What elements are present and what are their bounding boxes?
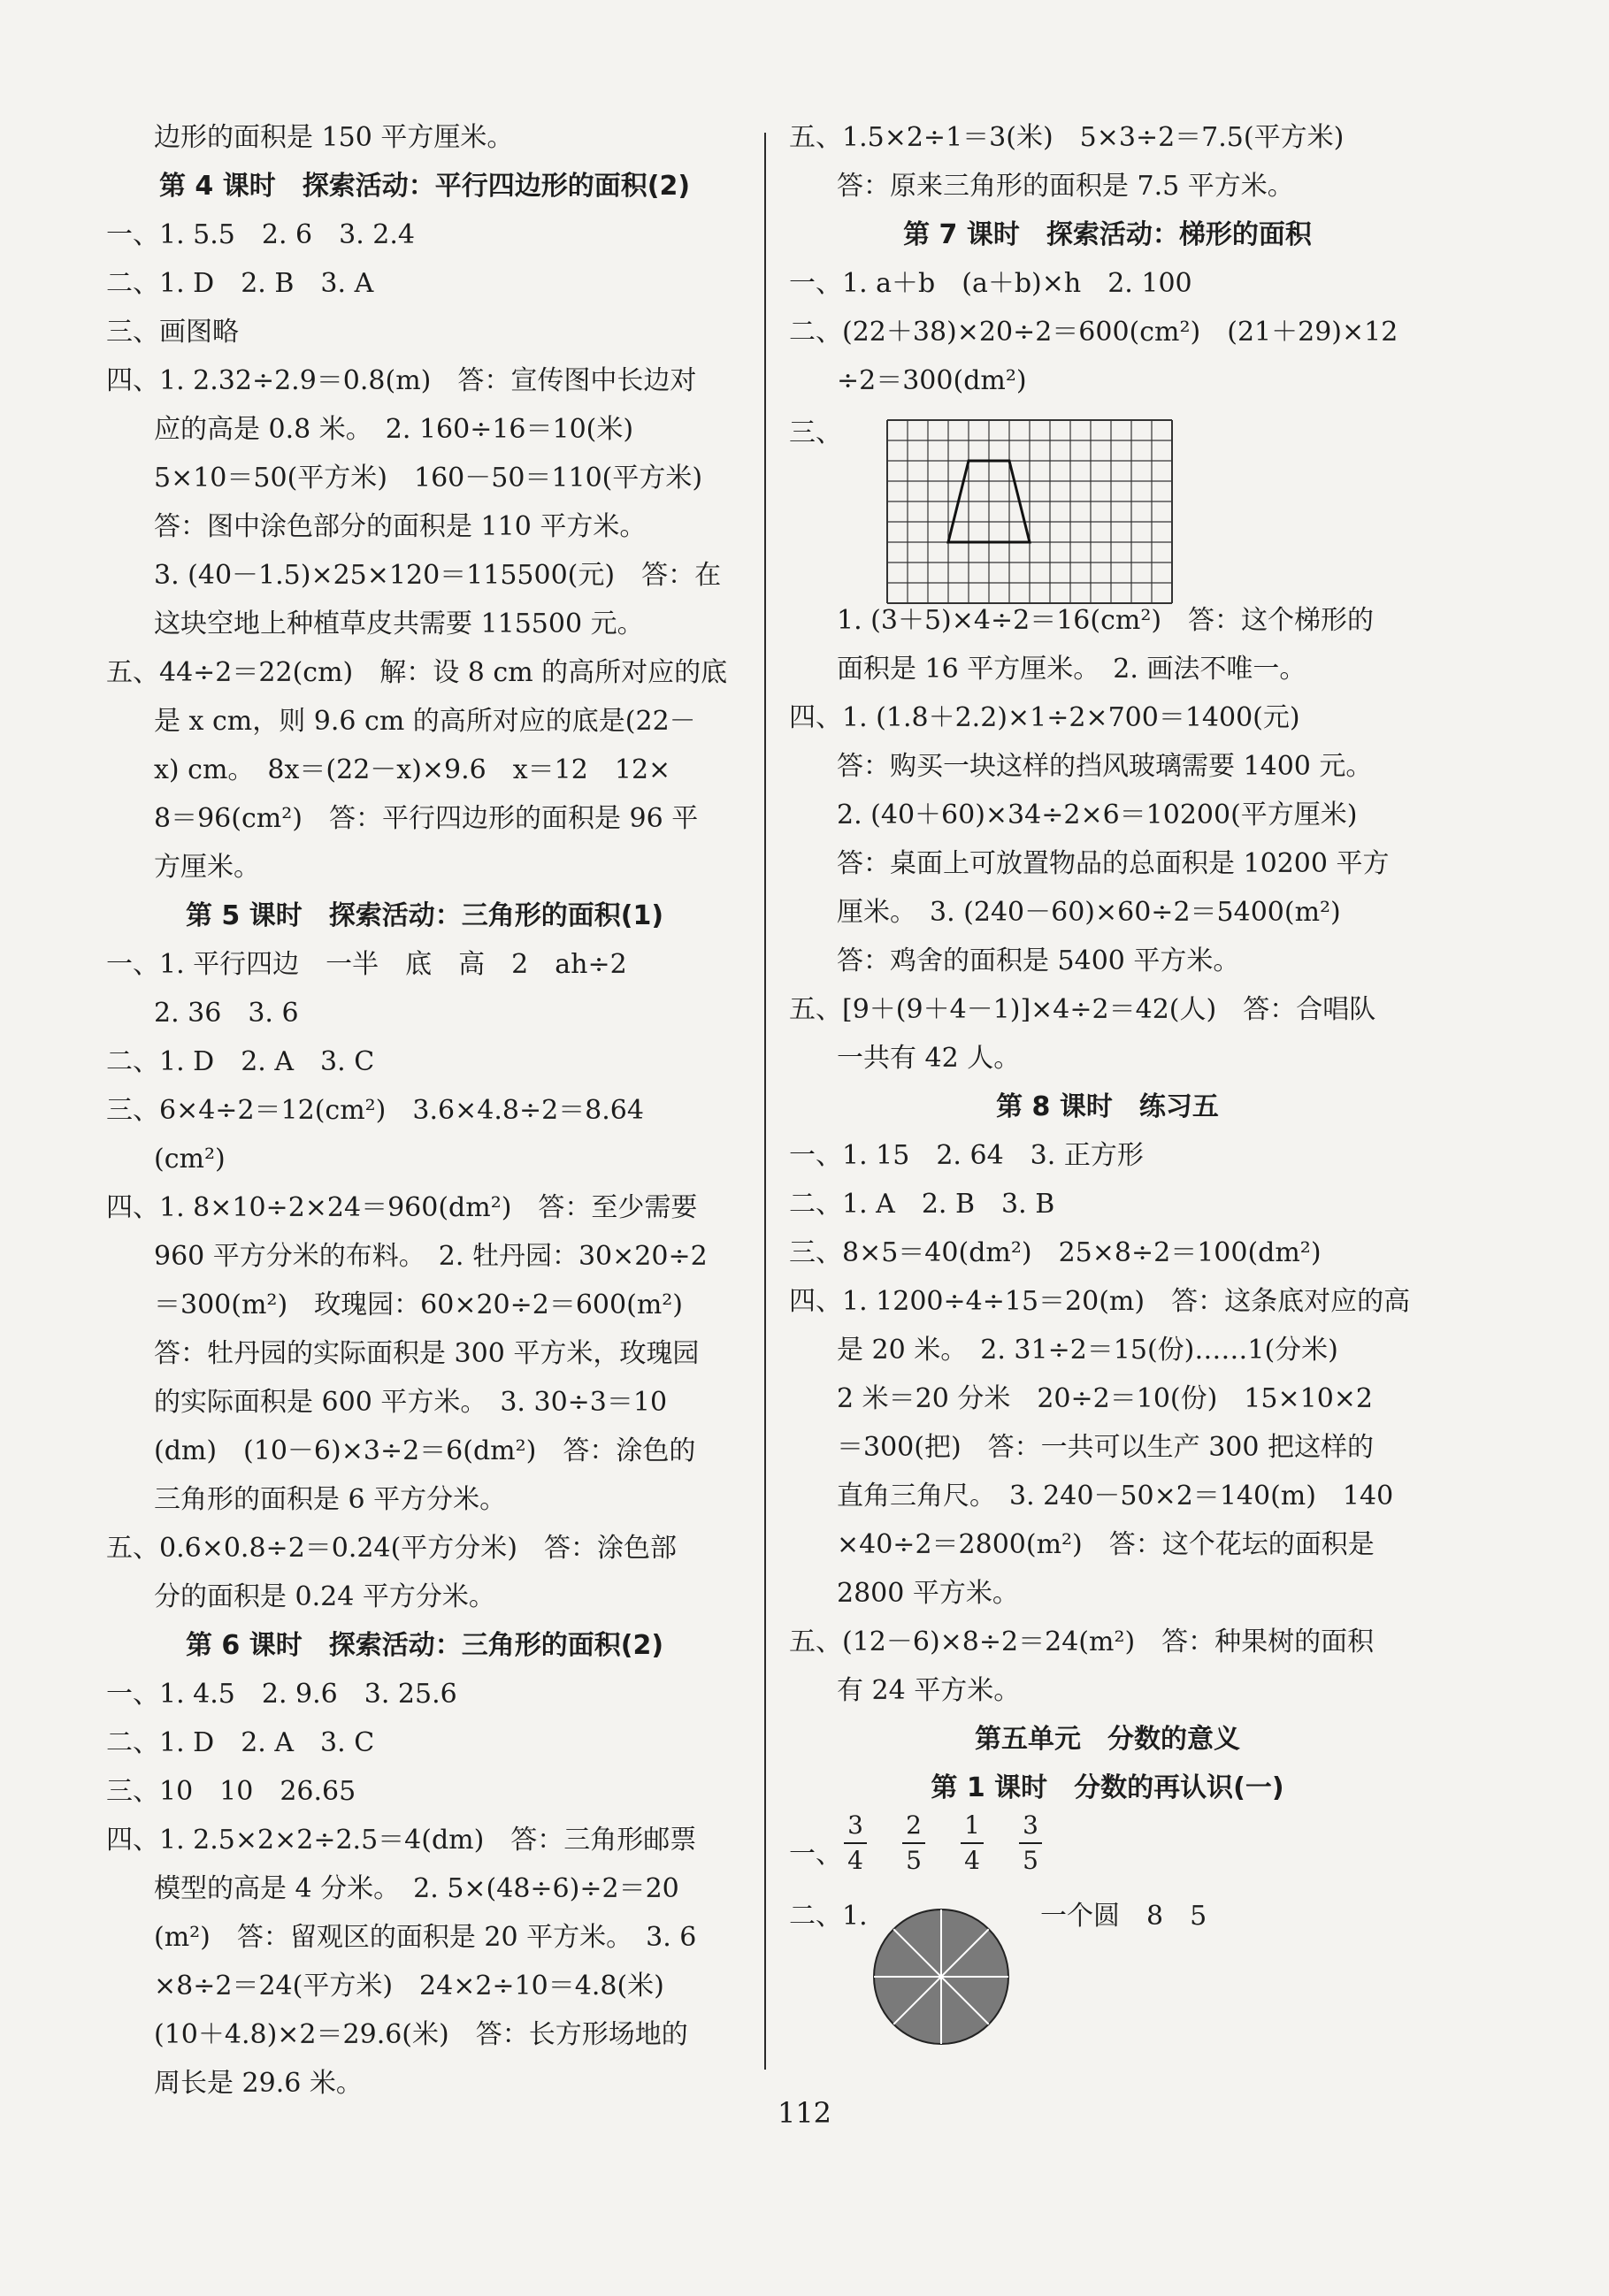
answer-line: 二、1. D 2. B 3. A — [106, 268, 374, 299]
answer-line: 分的面积是 0.24 平方分米。 — [154, 1581, 495, 1612]
circle-answer — [789, 1883, 1426, 2060]
answer-line: 二、1. A 2. B 3. B — [789, 1189, 1055, 1220]
answer-line: 五、0.6×0.8÷2＝0.24(平方分米) 答：涂色部 — [106, 1533, 677, 1564]
denominator: 4 — [847, 1846, 863, 1875]
answer-line: (cm²) — [154, 1144, 226, 1175]
answer-line: 3. (40－1.5)×25×120＝115500(元) 答：在 — [154, 560, 722, 591]
question-label: 一、 — [789, 1839, 842, 1870]
answer-line: ×8÷2＝24(平方米) 24×2÷10＝4.8(米) — [154, 1971, 664, 2001]
section-heading: 第五单元 分数的意义 — [975, 1724, 1240, 1755]
answer-line: ＝300(把) 答：一共可以生产 300 把这样的 — [837, 1432, 1375, 1463]
answer-line: 二、(22＋38)×20÷2＝600(cm²) (21＋29)×12 — [789, 317, 1398, 348]
answer-line: 厘米。 3. (240－60)×60÷2＝5400(m²) — [837, 897, 1341, 928]
answer-line: ＝300(m²) 玫瑰园：60×20÷2＝600(m²) — [154, 1290, 683, 1320]
answer-line: 答：牡丹园的实际面积是 300 平方米，玫瑰园 — [154, 1338, 700, 1369]
answer-line: 答：桌面上可放置物品的总面积是 10200 平方 — [837, 848, 1390, 879]
section-heading: 第 1 课时 分数的再认识(一) — [931, 1772, 1284, 1803]
numerator: 3 — [847, 1810, 863, 1840]
answer-line: 五、1.5×2÷1＝3(米) 5×3÷2＝7.5(平方米) — [789, 122, 1345, 153]
answer-line: 三、8×5＝40(dm²) 25×8÷2＝100(dm²) — [789, 1237, 1322, 1268]
answer-line: 2 米＝20 分米 20÷2＝10(份) 15×10×2 — [837, 1383, 1374, 1414]
denominator: 4 — [964, 1846, 980, 1875]
answer-line: 5×10＝50(平方米) 160－50＝110(平方米) — [154, 463, 703, 494]
left-column — [106, 113, 743, 2108]
answer-line: 答：图中涂色部分的面积是 110 平方米。 — [154, 511, 647, 542]
answer-line: 面积是 16 平方厘米。 2. 画法不唯一。 — [837, 654, 1306, 685]
answer-line: ×40÷2＝2800(m²) 答：这个花坛的面积是 — [837, 1529, 1375, 1560]
answer-line: 方厘米。 — [154, 852, 260, 883]
answer-line: 一、1. 15 2. 64 3. 正方形 — [789, 1140, 1144, 1171]
answer-line: (dm) (10－6)×3÷2＝6(dm²) 答：涂色的 — [154, 1435, 696, 1466]
fraction-answers — [789, 1812, 1426, 1883]
answer-line: 一共有 42 人。 — [837, 1043, 1021, 1074]
answer-line: ÷2＝300(dm²) — [837, 365, 1027, 396]
section-heading: 第 6 课时 探索活动：三角形的面积(2) — [185, 1630, 664, 1661]
answer-line: (m²) 答：留观区的面积是 20 平方米。 3. 6 — [154, 1922, 697, 1953]
answer-line: 这块空地上种植草皮共需要 115500 元。 — [154, 608, 644, 639]
answer-line: 答：购买一块这样的挡风玻璃需要 1400 元。 — [837, 751, 1373, 782]
answer-line: 一、1. 4.5 2. 9.6 3. 25.6 — [106, 1679, 457, 1710]
answer-line: 960 平方分米的布料。 2. 牡丹园：30×20÷2 — [154, 1241, 708, 1272]
answer-line: 2. 36 3. 6 — [154, 998, 299, 1029]
section-heading: 第 5 课时 探索活动：三角形的面积(1) — [185, 900, 664, 931]
answer-line: 四、1. 2.5×2×2÷2.5＝4(dm) 答：三角形邮票 — [106, 1825, 697, 1856]
answer-line: 的实际面积是 600 平方米。 3. 30÷3＝10 — [154, 1387, 668, 1418]
answer-line: 一、1. 平行四边 一半 底 高 2 ah÷2 — [106, 949, 627, 980]
answer-line: 答：原来三角形的面积是 7.5 平方米。 — [837, 171, 1294, 202]
section-heading: 第 7 课时 探索活动：梯形的面积 — [903, 219, 1312, 250]
column-divider — [764, 133, 766, 2070]
section-heading: 第 8 课时 练习五 — [996, 1091, 1219, 1122]
grid-answer — [789, 405, 1426, 596]
answer-line: 五、[9＋(9＋4－1)]×4÷2＝42(人) 答：合唱队 — [789, 994, 1376, 1025]
answer-line: 四、1. 2.32÷2.9＝0.8(m) 答：宣传图中长边对 — [106, 365, 697, 396]
denominator: 5 — [906, 1846, 922, 1875]
fraction — [961, 1812, 984, 1874]
answer-line: (10＋4.8)×2＝29.6(米) 答：长方形场地的 — [154, 2019, 688, 2050]
fraction-bar — [844, 1842, 867, 1844]
answer-line: 四、1. (1.8＋2.2)×1÷2×700＝1400(元) — [789, 702, 1300, 733]
square-grid — [886, 419, 1173, 604]
answer-line: 一、1. a＋b (a＋b)×h 2. 100 — [789, 268, 1192, 299]
answer-line: 模型的高是 4 分米。 2. 5×(48÷6)÷2＝20 — [154, 1873, 679, 1904]
fraction — [844, 1812, 867, 1874]
fraction-bar — [961, 1842, 984, 1844]
question-label: 三、 — [789, 417, 842, 448]
answer-line: 四、1. 1200÷4÷15＝20(m) 答：这条底对应的高 — [789, 1286, 1411, 1317]
fraction — [902, 1812, 925, 1874]
answer-line: 直角三角尺。 3. 240－50×2＝140(m) 140 — [837, 1481, 1394, 1512]
answer-line: 三、画图略 — [106, 317, 239, 348]
answer-line: 是 x cm，则 9.6 cm 的高所对应的底是(22－ — [154, 706, 696, 737]
answer-line: 五、44÷2＝22(cm) 解：设 8 cm 的高所对应的底 — [106, 657, 728, 688]
answer-line: 2. (40＋60)×34÷2×6＝10200(平方厘米) — [837, 800, 1358, 830]
fraction-bar — [1019, 1842, 1042, 1844]
page-number: 112 — [777, 2096, 832, 2130]
answer-line: 三、10 10 26.65 — [106, 1776, 356, 1807]
answer-line: 五、(12－6)×8÷2＝24(m²) 答：种果树的面积 — [789, 1626, 1375, 1657]
answer-line: 边形的面积是 150 平方厘米。 — [154, 122, 514, 153]
answer-line: 1. (3＋5)×4÷2＝16(cm²) 答：这个梯形的 — [837, 605, 1375, 636]
answer-line: 一、1. 5.5 2. 6 3. 2.4 — [106, 219, 415, 250]
question-label: 二、1. — [789, 1901, 868, 1932]
answer-line: 2800 平方米。 — [837, 1578, 1019, 1609]
numerator: 3 — [1023, 1810, 1038, 1840]
divided-circle — [870, 1906, 1014, 2049]
answer-line: 四、1. 8×10÷2×24＝960(dm²) 答：至少需要 — [106, 1192, 698, 1223]
right-column — [789, 113, 1426, 2060]
answer-line: 答：鸡舍的面积是 5400 平方米。 — [837, 945, 1240, 976]
answer-line: 周长是 29.6 米。 — [154, 2068, 363, 2099]
answer-line: 应的高是 0.8 米。 2. 160÷16＝10(米) — [154, 414, 634, 445]
answer-line: 三角形的面积是 6 平方分米。 — [154, 1484, 507, 1515]
answer-line: 三、6×4÷2＝12(cm²) 3.6×4.8÷2＝8.64 — [106, 1095, 644, 1126]
denominator: 5 — [1023, 1846, 1038, 1875]
answer-line: 是 20 米。 2. 31÷2＝15(份)……1(分米) — [837, 1335, 1338, 1366]
answer-line: 有 24 平方米。 — [837, 1675, 1021, 1706]
answer-line: 二、1. D 2. A 3. C — [106, 1727, 375, 1758]
answer-line: 8＝96(cm²) 答：平行四边形的面积是 96 平 — [154, 803, 699, 834]
answer-text: 一个圆 8 5 — [1040, 1901, 1207, 1932]
numerator: 1 — [964, 1810, 980, 1840]
numerator: 2 — [906, 1810, 922, 1840]
fraction — [1019, 1812, 1042, 1874]
answer-line: x) cm。 8x＝(22－x)×9.6 x＝12 12× — [154, 754, 671, 785]
answer-line: 二、1. D 2. A 3. C — [106, 1046, 375, 1077]
fraction-bar — [902, 1842, 925, 1844]
section-heading: 第 4 课时 探索活动：平行四边形的面积(2) — [158, 171, 691, 202]
